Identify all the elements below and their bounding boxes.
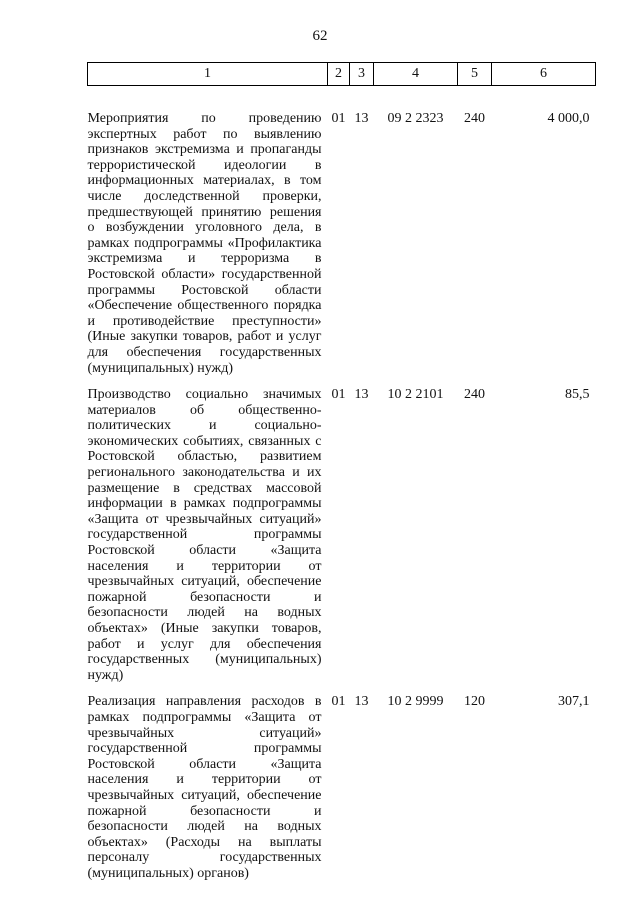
row-target-article: 10 2 9999	[387, 694, 444, 710]
page-number: 62	[312, 28, 328, 44]
row-expense-type: 240	[464, 387, 485, 403]
table-header-row	[88, 63, 596, 86]
row-description: Производство социально значимых материалов об общественно-политических и социально-экономических событиях, связанных с Ростовской областью, развитием регионального законодательства и их размещение в средствах массовой информации в рамках подпрограммы «Защита от чрезвычайных ситуаций» государственной программы Ростовской области «Защита населения и территории от чрезвычайных ситуаций, обеспечение пожарной безопасности и безопасности людей на водных объектах» (Иные закупки товаров, работ и услуг для обеспечения государственных (муниципальных) нужд)	[87, 387, 322, 683]
row-description: Мероприятия по проведению экспертных работ по выявлению признаков экстремизма и пропаганды террористической идеологии в информационных материалах, в том числе доследственной проверки, предшествующей принятию решения о возбуждении уголовного дела, в рамках подпрограммы «Профилактика экстремизма и терроризма в Ростовской области» государственной программы Ростовской области «Обеспечение общественного порядка и противодействие преступности» (Иные закупки товаров, работ и услуг для обеспечения государственных (муниципальных) нужд)	[87, 111, 322, 376]
budget-table	[87, 62, 596, 882]
table-row	[88, 376, 596, 683]
row-target-article: 10 2 2101	[387, 387, 444, 403]
column-header-4: 4	[374, 63, 458, 86]
table-row	[88, 683, 596, 881]
row-expense-type: 120	[464, 694, 485, 710]
column-header-1: 1	[88, 63, 328, 86]
table-row	[88, 86, 596, 377]
row-section: 01	[331, 387, 346, 403]
column-header-2: 2	[328, 63, 350, 86]
row-subsection: 13	[354, 111, 369, 126]
row-subsection: 13	[354, 387, 369, 403]
row-amount: 85,5	[565, 387, 590, 403]
row-target-article: 09 2 2323	[387, 111, 444, 126]
column-header-3: 3	[350, 63, 374, 86]
column-header-5: 5	[458, 63, 492, 86]
row-section: 01	[331, 111, 346, 126]
row-subsection: 13	[354, 694, 369, 710]
row-amount: 307,1	[558, 694, 590, 710]
row-description: Реализация направления расходов в рамках подпрограммы «Защита от чрезвычайных ситуаций» государственной программы Ростовской области «Защита населения и территории от чрезвычайных ситуаций, обеспечение пожарной безопасности и безопасности людей на водных объектах» (Расходы на выплаты персоналу государственных (муниципальных) органов)	[87, 694, 322, 881]
row-expense-type: 240	[464, 111, 485, 126]
row-section: 01	[331, 694, 346, 710]
row-amount: 4 000,0	[547, 111, 590, 126]
column-header-6: 6	[492, 63, 596, 86]
